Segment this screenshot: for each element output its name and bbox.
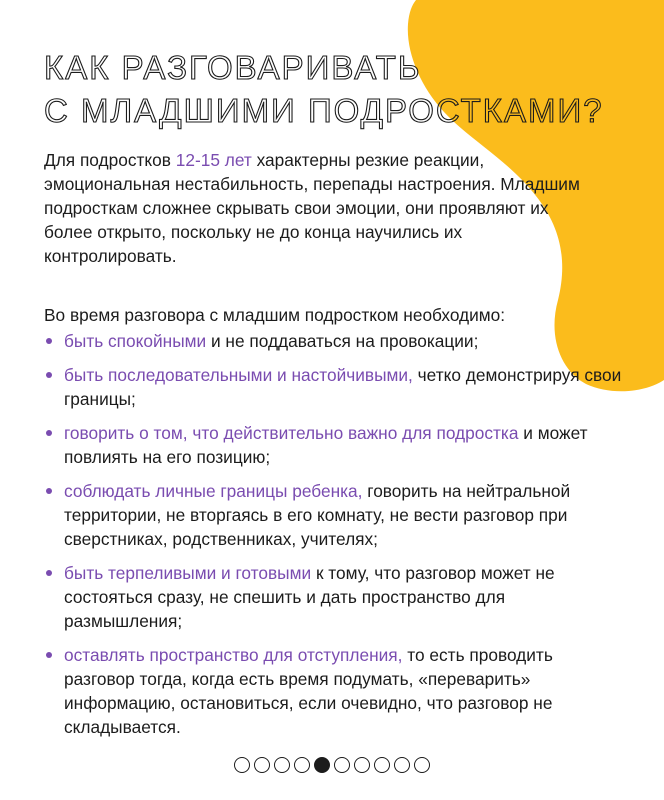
pagination-dot[interactable]: [254, 757, 270, 773]
item-highlight: быть спокойными: [64, 331, 207, 351]
pagination-dot[interactable]: [414, 757, 430, 773]
list-item: [44, 561, 624, 633]
advice-list: [44, 329, 624, 749]
list-item: [44, 363, 624, 411]
age-highlight: 12-15 лет: [175, 150, 252, 170]
pagination-dot[interactable]: [294, 757, 310, 773]
list-item: [44, 421, 624, 469]
paragraph-text-start: Для подростков: [44, 150, 176, 170]
bullet-icon: [46, 338, 52, 344]
title-line-2: С МЛАДШИМИ ПОДРОСТКАМИ?: [44, 92, 604, 129]
item-highlight: оставлять пространство для отступления,: [64, 645, 403, 665]
title-line-1: КАК РАЗГОВАРИВАТЬ: [44, 49, 422, 86]
pagination-dot[interactable]: [234, 757, 250, 773]
bullet-icon: [46, 570, 52, 576]
pagination-dot[interactable]: [394, 757, 410, 773]
bullet-icon: [46, 652, 52, 658]
pagination-dot[interactable]: [334, 757, 350, 773]
pagination-dot[interactable]: [354, 757, 370, 773]
list-item: [44, 329, 624, 353]
item-highlight: говорить о том, что действительно важно для подростка: [64, 423, 519, 443]
item-highlight: соблюдать личные границы ребенка,: [64, 481, 363, 501]
bullet-icon: [46, 430, 52, 436]
list-item: [44, 479, 624, 551]
bullet-icon: [46, 372, 52, 378]
paragraph-text-end: характерны резкие реакции, эмоциональная нестабильность, перепады настроения. Младшим подросткам сложнее скрывать свои эмоции, они проявляют их более открыто, поскольку не до конца научились их контролировать.: [44, 150, 580, 266]
pagination-dots: [0, 757, 664, 779]
slide-title: [0, 44, 664, 134]
bullet-icon: [46, 488, 52, 494]
item-text: говорить на нейтральной территории, не вторгаясь в его комнату, не вести разговор при сверстниках, родственниках, учителях;: [64, 481, 571, 549]
item-text: четко демонстрируя свои границы;: [64, 365, 622, 409]
item-text: и не поддаваться на провокации;: [206, 331, 479, 351]
item-text: к тому, что разговор может не состояться сразу, не спешить и дать пространство для размышления;: [64, 563, 555, 631]
item-highlight: быть последовательными и настойчивыми,: [64, 365, 413, 385]
list-intro: Во время разговора с младшим подростком необходимо:: [44, 305, 506, 325]
item-text: то есть проводить разговор тогда, когда есть время подумать, «переварить» информацию, остановиться, если очевидно, что разговор не складывается.: [64, 645, 553, 737]
list-item: [44, 643, 624, 739]
item-highlight: быть терпеливыми и готовыми: [64, 563, 312, 583]
pagination-dot[interactable]: [374, 757, 390, 773]
item-text: и может повлиять на его позицию;: [64, 423, 588, 467]
intro-paragraph: [44, 148, 584, 268]
pagination-dot-active[interactable]: [314, 757, 330, 773]
pagination-dot[interactable]: [274, 757, 290, 773]
